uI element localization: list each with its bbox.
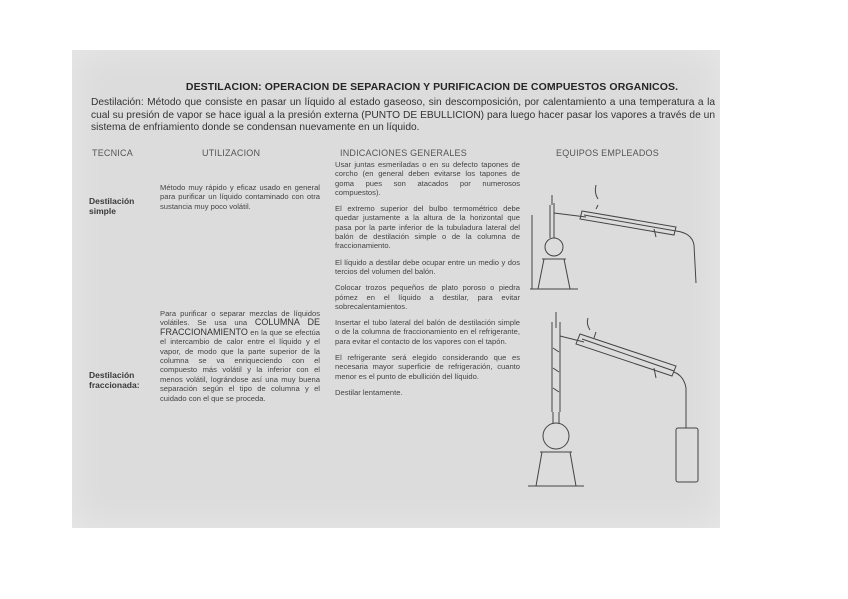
document-page	[72, 50, 720, 528]
indication-item: El líquido a destilar debe ocupar entre un medio y dos tercios del volumen del balón.	[335, 257, 520, 276]
page-title: DESTILACION: OPERACION DE SEPARACION Y PURIFICACION DE COMPUESTOS ORGANICOS.	[185, 81, 679, 93]
fractional-distillation-apparatus-icon	[526, 308, 716, 498]
indication-item: Destilar lentamente.	[335, 387, 403, 397]
utilization-fraccionada	[160, 309, 320, 403]
utilization-fraccionada-pre: Para purificar o separar mezclas de líquidos volátiles. Se usa una	[160, 309, 320, 328]
indication-item: Insertar el tubo lateral del balón de destilación simple o de la columna de fraccionamiento en el refrigerante, para evitar el contacto de los vapores con el tapón.	[335, 318, 520, 346]
indication-item: El refrigerante será elegido considerando que es necesaria mayor superficie de refrigeración, cuanto menor es el punto de ebullición del líquido.	[335, 353, 520, 381]
utilization-simple: Método muy rápido y eficaz usado en general para purificar un líquido contaminado con otra sustancia muy poco volátil.	[160, 183, 320, 211]
indication-item: El extremo superior del bulbo termométrico debe quedar justamente a la altura de la horizontal que pasa por la parte inferior de la tubuladura lateral del balón de destilación simple o de la columna de fraccionamiento.	[335, 204, 520, 251]
header-indicaciones: INDICACIONES GENERALES	[340, 148, 467, 158]
technique-fraccionada: Destilación fraccionada:	[89, 370, 140, 390]
indications-list	[335, 160, 520, 404]
indication-item: Colocar trozos pequeños de plato poroso o piedra pómez en el líquido a destilar, para evitar sobrecalentamientos.	[335, 283, 520, 311]
header-equipos: EQUIPOS EMPLEADOS	[556, 148, 659, 158]
header-tecnica: TECNICA	[92, 148, 133, 158]
header-utilizacion: UTILIZACION	[202, 148, 261, 158]
simple-distillation-apparatus-icon	[526, 175, 716, 295]
utilization-fraccionada-highlight: COLUMNA DE FRACCIONAMIENTO	[160, 317, 320, 337]
utilization-fraccionada-post: en la que se efectúa el intercambio de calor entre el líquido y el vapor, de modo que la parte superior de la columna se va enriqueciendo con el compuesto más volátil y la inferior con el menos volátil, lográndose así una muy buena separación según el tipo de columna y el cuidado con el que se proceda.	[160, 327, 320, 403]
technique-simple: Destilación simple	[89, 196, 135, 216]
indication-item: Usar juntas esmeriladas o en su defecto tapones de corcho (en general deben evitarse los tapones de goma pues son atacados por numerosos compuestos).	[335, 160, 520, 197]
intro-paragraph: Destilación: Método que consiste en pasar un líquido al estado gaseoso, sin descomposición, por calentamiento a una temperatura a la cual su presión de vapor se hace igual a la presión externa (PUNTO DE EBULLICION) para luego hacer pasar los vapores a través de un sistema de enfriamiento donde se condensan nuevamente en un líquido.	[91, 97, 715, 133]
